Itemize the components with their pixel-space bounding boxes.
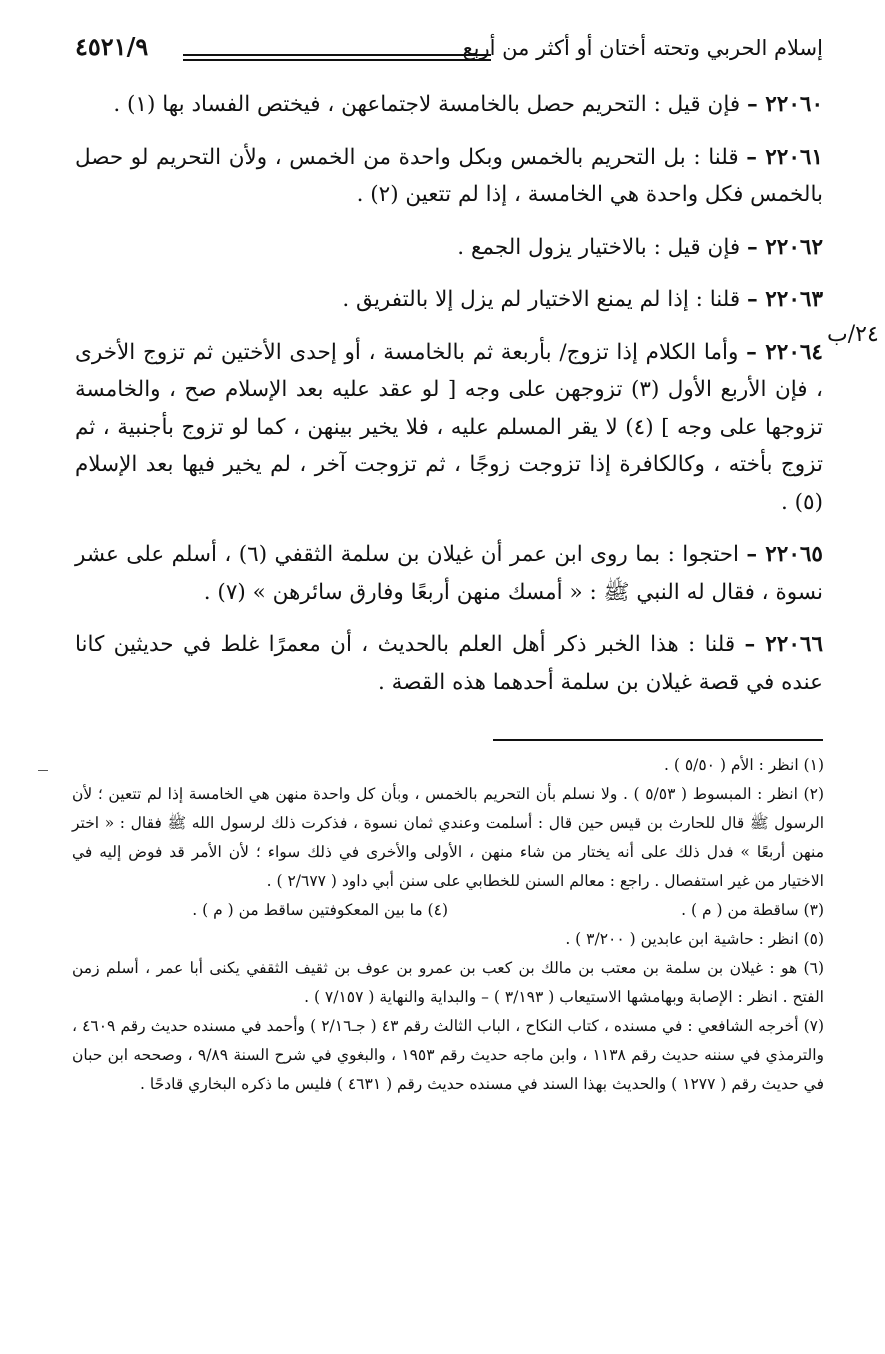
footnote-3: (٣) ساقطة من ( م ) .	[681, 901, 824, 919]
paragraph-22063	[75, 281, 823, 319]
main-text	[75, 86, 823, 716]
paragraph-number: ٢٢٠٦٤ –	[746, 339, 823, 365]
footnote-separator	[493, 739, 823, 741]
paragraph-text: فإن قيل : التحريم حصل بالخامسة لاجتماعهن ، فيختص الفساد بها (١) .	[113, 92, 741, 117]
paragraph-22065	[75, 536, 823, 611]
paragraph-text: فإن قيل : بالاختيار يزول الجمع .	[457, 234, 741, 260]
paragraph-text: احتجوا : بما روى ابن عمر أن غيلان بن سلمة الثقفي (٦) ، أسلم على عشر نسوة ، فقال له النبي ﷺ : « أمسك منهن أربعًا وفارق سائرهن » (٧) .	[75, 542, 823, 605]
footnote-5: (٥) انظر : حاشية ابن عابدين ( ٣/٢٠٠ ) .	[565, 930, 824, 948]
footnote-1: (١) انظر : الأم ( ٥/٥٠ ) .	[663, 756, 824, 774]
paragraph-22064	[75, 334, 823, 522]
paragraph-text: وأما الكلام إذا تزوج/ بأربعة ثم بالخامسة ، أو إحدى الأختين ثم تزوج الأخرى ، فإن الأربع الأول (٣) تزوجهن على وجه [ لو عقد عليه بعد الإسلام صح ، والخامسة تزوجها على وجه ] (٤) لا يقر المسلم عليه ، فلا يخير بينهن ، كما لو تزوج بأجنبية ، ثم تزوج بأخته ، وكالكافرة إذا تزوجت زوجًا ، ثم تزوجت آخر ، لم يخير فيها بعد الإسلام (٥) .	[75, 339, 823, 515]
paragraph-number: ٢٢٠٦٣ –	[747, 287, 823, 312]
folio-margin-note: ٢٤/ب	[827, 322, 879, 347]
paragraph-22066	[75, 626, 823, 701]
page-number: ٤٥٢١/٩	[75, 32, 149, 61]
paragraph-number: ٢٢٠٦٢ –	[747, 234, 823, 260]
paragraph-number: ٢٢٠٦١ –	[746, 144, 823, 170]
running-header	[75, 30, 823, 70]
header-double-rule	[183, 54, 491, 61]
paragraph-number: ٢٢٠٦٥ –	[746, 542, 823, 567]
paragraph-number: ٢٢٠٦٦ –	[744, 632, 823, 657]
header-title: إسلام الحربي وتحته أختان أو أكثر من أربع	[462, 36, 823, 60]
paragraph-text: قلنا : بل التحريم بالخمس وبكل واحدة من الخمس ، ولأن التحريم لو حصل بالخمس فكل واحدة هي الخامسة ، إذا لم تتعين (٢) .	[75, 144, 823, 207]
paragraph-22060	[75, 86, 823, 124]
footnote-6: (٦) هو : غيلان بن سلمة بن معتب بن مالك بن كعب بن عمرو بن عوف بن ثقيف الثقفي يكنى أبا عمر ، أسلم زمن الفتح . انظر : الإصابة وبهامشها الاستيعاب ( ٣/١٩٣ ) – والبداية والنهاية ( ٧/١٥٧ ) .	[72, 959, 824, 1006]
paragraph-number: ٢٢٠٦٠ –	[747, 92, 823, 117]
paragraph-22061	[75, 139, 823, 214]
margin-mark	[38, 770, 48, 771]
footnote-7: (٧) أخرجه الشافعي : في مسنده ، كتاب النكاح ، الباب الثالث رقم ٤٣ ( جـ٢/١٦ ) وأحمد في مسنده حديث رقم ٤٦٠٩ ، والترمذي في سننه حديث رقم ١١٣٨ ، وابن ماجه حديث رقم ١٩٥٣ ، والبغوي في شرح السنة ٩/٨٩ ، وصححه ابن حبان في حديث رقم ( ١٢٧٧ ) والحديث بهذا السند في مسنده حديث رقم ( ٤٦٣١ ) فليس ما ذكره البخاري قادحًا .	[72, 1017, 825, 1093]
footnote-row-3-4	[72, 896, 824, 925]
paragraph-22062	[75, 229, 823, 267]
footnotes	[72, 751, 824, 1099]
footnote-2: (٢) انظر : المبسوط ( ٥/٥٣ ) . ولا نسلم بأن التحريم بالخمس ، وبأن كل واحدة منهن هي الخامسة إذا لم تتعين ؛ لأن الرسول ﷺ قال للحارث بن قيس حين قال : أسلمت وعندي ثمان نسوة ، فذكرت ذلك لرسول الله ﷺ فقال : « اختر منهن أربعًا » فدل ذلك على أنه يختار من شاء منهن ، الأولى والأخرى في ذلك سواء ؛ لأن الأمر قد فوض إليه في الاختيار من غير استفصال . راجع : معالم السنن للخطابي على سنن أبي داود ( ٢/٦٧٧ ) .	[72, 785, 824, 890]
paragraph-text: قلنا : هذا الخبر ذكر أهل العلم بالحديث ، أن معمرًا غلط في حديثين كانا عنده في قصة غيلان بن سلمة أحدهما هذه القصة .	[75, 632, 823, 695]
paragraph-text: قلنا : إذا لم يمنع الاختيار لم يزل إلا بالتفريق .	[342, 287, 741, 312]
footnote-4: (٤) ما بين المعكوفتين ساقط من ( م ) .	[192, 901, 448, 919]
